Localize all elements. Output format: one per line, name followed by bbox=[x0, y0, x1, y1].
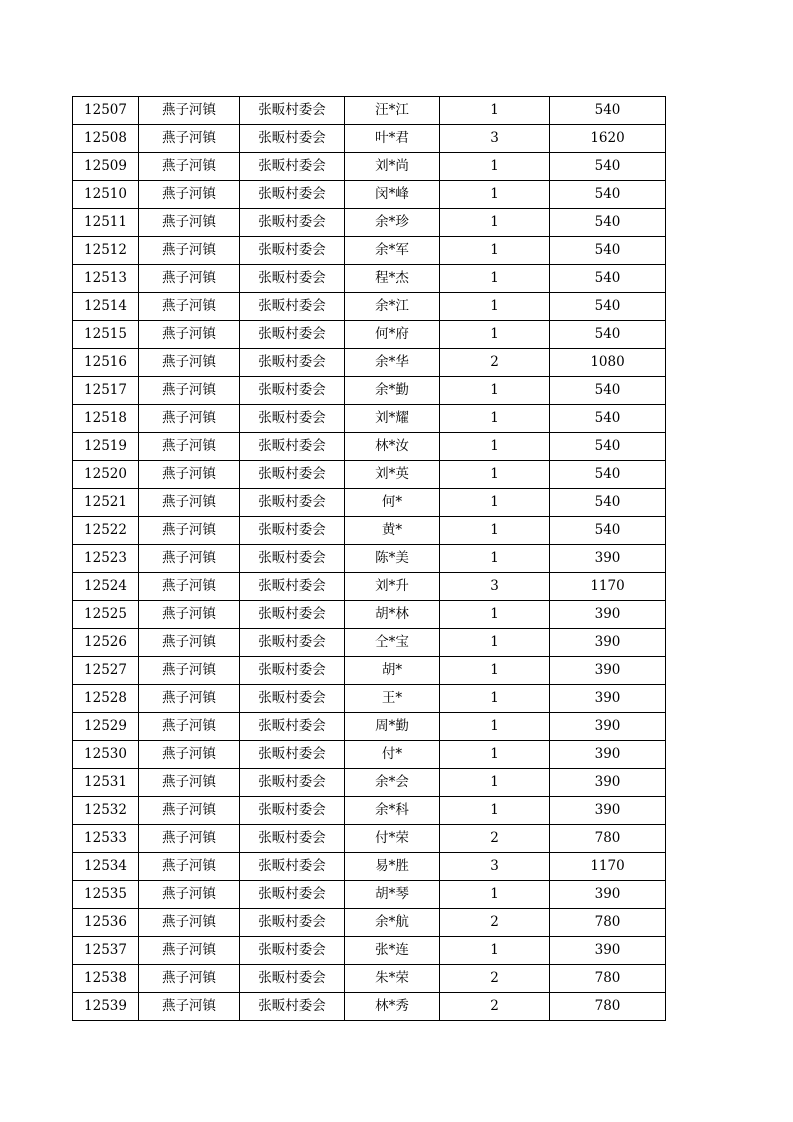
cell-amount: 780 bbox=[550, 965, 666, 993]
cell-town: 燕子河镇 bbox=[139, 769, 240, 797]
cell-town: 燕子河镇 bbox=[139, 657, 240, 685]
cell-amount: 540 bbox=[550, 265, 666, 293]
cell-count: 1 bbox=[440, 713, 550, 741]
table-row bbox=[73, 349, 666, 377]
cell-id: 12535 bbox=[73, 881, 139, 909]
cell-id: 12515 bbox=[73, 321, 139, 349]
cell-count: 2 bbox=[440, 993, 550, 1021]
cell-village: 张畈村委会 bbox=[240, 881, 345, 909]
cell-count: 2 bbox=[440, 825, 550, 853]
cell-count: 1 bbox=[440, 545, 550, 573]
cell-id: 12527 bbox=[73, 657, 139, 685]
cell-amount: 390 bbox=[550, 629, 666, 657]
cell-town: 燕子河镇 bbox=[139, 489, 240, 517]
table-row bbox=[73, 881, 666, 909]
cell-village: 张畈村委会 bbox=[240, 489, 345, 517]
cell-town: 燕子河镇 bbox=[139, 237, 240, 265]
cell-town: 燕子河镇 bbox=[139, 937, 240, 965]
cell-village: 张畈村委会 bbox=[240, 769, 345, 797]
cell-town: 燕子河镇 bbox=[139, 545, 240, 573]
cell-town: 燕子河镇 bbox=[139, 685, 240, 713]
cell-name: 何*府 bbox=[345, 321, 440, 349]
cell-id: 12517 bbox=[73, 377, 139, 405]
cell-town: 燕子河镇 bbox=[139, 517, 240, 545]
cell-village: 张畈村委会 bbox=[240, 713, 345, 741]
cell-town: 燕子河镇 bbox=[139, 293, 240, 321]
cell-count: 1 bbox=[440, 97, 550, 125]
cell-name: 余*军 bbox=[345, 237, 440, 265]
cell-id: 12523 bbox=[73, 545, 139, 573]
cell-town: 燕子河镇 bbox=[139, 853, 240, 881]
table-row bbox=[73, 965, 666, 993]
cell-amount: 780 bbox=[550, 825, 666, 853]
table-row bbox=[73, 545, 666, 573]
data-table bbox=[72, 96, 666, 1021]
cell-amount: 540 bbox=[550, 293, 666, 321]
cell-id: 12536 bbox=[73, 909, 139, 937]
cell-village: 张畈村委会 bbox=[240, 825, 345, 853]
cell-amount: 390 bbox=[550, 713, 666, 741]
cell-name: 余*江 bbox=[345, 293, 440, 321]
cell-name: 刘*尚 bbox=[345, 153, 440, 181]
cell-count: 1 bbox=[440, 881, 550, 909]
cell-name: 余*华 bbox=[345, 349, 440, 377]
cell-town: 燕子河镇 bbox=[139, 209, 240, 237]
cell-id: 12508 bbox=[73, 125, 139, 153]
cell-name: 陈*美 bbox=[345, 545, 440, 573]
cell-village: 张畈村委会 bbox=[240, 125, 345, 153]
cell-id: 12516 bbox=[73, 349, 139, 377]
table-row bbox=[73, 797, 666, 825]
cell-id: 12512 bbox=[73, 237, 139, 265]
table-row bbox=[73, 517, 666, 545]
cell-village: 张畈村委会 bbox=[240, 97, 345, 125]
cell-village: 张畈村委会 bbox=[240, 657, 345, 685]
cell-village: 张畈村委会 bbox=[240, 181, 345, 209]
cell-id: 12529 bbox=[73, 713, 139, 741]
cell-amount: 390 bbox=[550, 741, 666, 769]
cell-town: 燕子河镇 bbox=[139, 265, 240, 293]
cell-id: 12514 bbox=[73, 293, 139, 321]
table-row bbox=[73, 657, 666, 685]
cell-town: 燕子河镇 bbox=[139, 461, 240, 489]
cell-count: 1 bbox=[440, 517, 550, 545]
cell-count: 3 bbox=[440, 853, 550, 881]
cell-count: 1 bbox=[440, 797, 550, 825]
cell-village: 张畈村委会 bbox=[240, 433, 345, 461]
table-row bbox=[73, 489, 666, 517]
cell-name: 王* bbox=[345, 685, 440, 713]
cell-name: 叶*君 bbox=[345, 125, 440, 153]
cell-id: 12525 bbox=[73, 601, 139, 629]
cell-amount: 540 bbox=[550, 153, 666, 181]
cell-name: 刘*英 bbox=[345, 461, 440, 489]
cell-id: 12513 bbox=[73, 265, 139, 293]
cell-town: 燕子河镇 bbox=[139, 825, 240, 853]
cell-count: 1 bbox=[440, 461, 550, 489]
cell-amount: 1080 bbox=[550, 349, 666, 377]
cell-count: 1 bbox=[440, 657, 550, 685]
cell-name: 汪*江 bbox=[345, 97, 440, 125]
cell-amount: 780 bbox=[550, 909, 666, 937]
cell-name: 仝*宝 bbox=[345, 629, 440, 657]
cell-town: 燕子河镇 bbox=[139, 601, 240, 629]
cell-village: 张畈村委会 bbox=[240, 209, 345, 237]
cell-town: 燕子河镇 bbox=[139, 321, 240, 349]
table-row bbox=[73, 377, 666, 405]
cell-id: 12530 bbox=[73, 741, 139, 769]
cell-town: 燕子河镇 bbox=[139, 713, 240, 741]
cell-village: 张畈村委会 bbox=[240, 797, 345, 825]
table-row bbox=[73, 629, 666, 657]
table-row bbox=[73, 769, 666, 797]
cell-amount: 540 bbox=[550, 377, 666, 405]
cell-amount: 780 bbox=[550, 993, 666, 1021]
table-row bbox=[73, 853, 666, 881]
cell-town: 燕子河镇 bbox=[139, 881, 240, 909]
cell-amount: 540 bbox=[550, 461, 666, 489]
cell-village: 张畈村委会 bbox=[240, 573, 345, 601]
cell-village: 张畈村委会 bbox=[240, 685, 345, 713]
cell-name: 胡*琴 bbox=[345, 881, 440, 909]
cell-name: 黄* bbox=[345, 517, 440, 545]
cell-town: 燕子河镇 bbox=[139, 349, 240, 377]
cell-town: 燕子河镇 bbox=[139, 153, 240, 181]
table-row bbox=[73, 433, 666, 461]
cell-count: 1 bbox=[440, 321, 550, 349]
cell-name: 程*杰 bbox=[345, 265, 440, 293]
cell-name: 林*汝 bbox=[345, 433, 440, 461]
cell-id: 12520 bbox=[73, 461, 139, 489]
cell-name: 余*会 bbox=[345, 769, 440, 797]
cell-amount: 390 bbox=[550, 545, 666, 573]
cell-name: 付* bbox=[345, 741, 440, 769]
cell-id: 12528 bbox=[73, 685, 139, 713]
cell-village: 张畈村委会 bbox=[240, 293, 345, 321]
cell-village: 张畈村委会 bbox=[240, 321, 345, 349]
cell-name: 刘*升 bbox=[345, 573, 440, 601]
cell-amount: 390 bbox=[550, 769, 666, 797]
cell-amount: 540 bbox=[550, 433, 666, 461]
cell-town: 燕子河镇 bbox=[139, 97, 240, 125]
table-row bbox=[73, 461, 666, 489]
cell-id: 12509 bbox=[73, 153, 139, 181]
cell-amount: 540 bbox=[550, 237, 666, 265]
cell-count: 2 bbox=[440, 965, 550, 993]
cell-id: 12524 bbox=[73, 573, 139, 601]
cell-amount: 390 bbox=[550, 685, 666, 713]
table-row bbox=[73, 993, 666, 1021]
cell-village: 张畈村委会 bbox=[240, 517, 345, 545]
cell-town: 燕子河镇 bbox=[139, 405, 240, 433]
cell-count: 1 bbox=[440, 769, 550, 797]
cell-name: 余*科 bbox=[345, 797, 440, 825]
cell-amount: 540 bbox=[550, 321, 666, 349]
cell-id: 12521 bbox=[73, 489, 139, 517]
cell-id: 12532 bbox=[73, 797, 139, 825]
cell-village: 张畈村委会 bbox=[240, 377, 345, 405]
cell-count: 1 bbox=[440, 209, 550, 237]
cell-id: 12511 bbox=[73, 209, 139, 237]
cell-count: 1 bbox=[440, 153, 550, 181]
cell-amount: 390 bbox=[550, 881, 666, 909]
cell-village: 张畈村委会 bbox=[240, 545, 345, 573]
cell-name: 闵*峰 bbox=[345, 181, 440, 209]
cell-village: 张畈村委会 bbox=[240, 965, 345, 993]
cell-town: 燕子河镇 bbox=[139, 377, 240, 405]
cell-village: 张畈村委会 bbox=[240, 237, 345, 265]
table-row bbox=[73, 685, 666, 713]
table-row bbox=[73, 741, 666, 769]
cell-count: 1 bbox=[440, 181, 550, 209]
cell-count: 1 bbox=[440, 489, 550, 517]
cell-id: 12522 bbox=[73, 517, 139, 545]
table-row bbox=[73, 405, 666, 433]
cell-name: 刘*耀 bbox=[345, 405, 440, 433]
cell-village: 张畈村委会 bbox=[240, 909, 345, 937]
cell-name: 付*荣 bbox=[345, 825, 440, 853]
cell-amount: 390 bbox=[550, 601, 666, 629]
table-row bbox=[73, 181, 666, 209]
cell-id: 12533 bbox=[73, 825, 139, 853]
cell-name: 胡* bbox=[345, 657, 440, 685]
cell-count: 1 bbox=[440, 741, 550, 769]
table-row bbox=[73, 713, 666, 741]
table-body bbox=[73, 97, 666, 1021]
cell-town: 燕子河镇 bbox=[139, 965, 240, 993]
cell-count: 1 bbox=[440, 629, 550, 657]
cell-village: 张畈村委会 bbox=[240, 461, 345, 489]
cell-count: 3 bbox=[440, 125, 550, 153]
cell-village: 张畈村委会 bbox=[240, 937, 345, 965]
cell-id: 12539 bbox=[73, 993, 139, 1021]
cell-id: 12526 bbox=[73, 629, 139, 657]
cell-amount: 1620 bbox=[550, 125, 666, 153]
cell-name: 胡*林 bbox=[345, 601, 440, 629]
table-row bbox=[73, 209, 666, 237]
cell-village: 张畈村委会 bbox=[240, 853, 345, 881]
cell-id: 12531 bbox=[73, 769, 139, 797]
cell-town: 燕子河镇 bbox=[139, 741, 240, 769]
cell-count: 1 bbox=[440, 265, 550, 293]
cell-amount: 390 bbox=[550, 797, 666, 825]
cell-amount: 390 bbox=[550, 937, 666, 965]
cell-count: 1 bbox=[440, 377, 550, 405]
table-row bbox=[73, 321, 666, 349]
cell-name: 朱*荣 bbox=[345, 965, 440, 993]
cell-count: 1 bbox=[440, 601, 550, 629]
cell-amount: 540 bbox=[550, 489, 666, 517]
cell-id: 12534 bbox=[73, 853, 139, 881]
table-row bbox=[73, 909, 666, 937]
cell-name: 余*珍 bbox=[345, 209, 440, 237]
cell-town: 燕子河镇 bbox=[139, 433, 240, 461]
cell-count: 1 bbox=[440, 405, 550, 433]
cell-id: 12519 bbox=[73, 433, 139, 461]
cell-name: 林*秀 bbox=[345, 993, 440, 1021]
cell-amount: 540 bbox=[550, 517, 666, 545]
cell-name: 张*连 bbox=[345, 937, 440, 965]
cell-village: 张畈村委会 bbox=[240, 601, 345, 629]
table-row bbox=[73, 97, 666, 125]
cell-amount: 1170 bbox=[550, 573, 666, 601]
cell-count: 1 bbox=[440, 433, 550, 461]
cell-village: 张畈村委会 bbox=[240, 405, 345, 433]
cell-village: 张畈村委会 bbox=[240, 993, 345, 1021]
cell-count: 1 bbox=[440, 237, 550, 265]
table-row bbox=[73, 825, 666, 853]
cell-count: 1 bbox=[440, 937, 550, 965]
cell-village: 张畈村委会 bbox=[240, 349, 345, 377]
cell-id: 12538 bbox=[73, 965, 139, 993]
cell-id: 12518 bbox=[73, 405, 139, 433]
cell-amount: 540 bbox=[550, 209, 666, 237]
table-row bbox=[73, 237, 666, 265]
table-row bbox=[73, 125, 666, 153]
cell-name: 余*勤 bbox=[345, 377, 440, 405]
cell-count: 1 bbox=[440, 685, 550, 713]
table-row bbox=[73, 293, 666, 321]
cell-town: 燕子河镇 bbox=[139, 993, 240, 1021]
cell-count: 1 bbox=[440, 293, 550, 321]
cell-amount: 1170 bbox=[550, 853, 666, 881]
cell-town: 燕子河镇 bbox=[139, 573, 240, 601]
table-row bbox=[73, 937, 666, 965]
cell-id: 12507 bbox=[73, 97, 139, 125]
cell-name: 何* bbox=[345, 489, 440, 517]
table-row bbox=[73, 601, 666, 629]
cell-town: 燕子河镇 bbox=[139, 181, 240, 209]
cell-village: 张畈村委会 bbox=[240, 741, 345, 769]
cell-id: 12537 bbox=[73, 937, 139, 965]
cell-name: 易*胜 bbox=[345, 853, 440, 881]
cell-amount: 540 bbox=[550, 405, 666, 433]
table-row bbox=[73, 153, 666, 181]
cell-name: 周*勤 bbox=[345, 713, 440, 741]
cell-amount: 540 bbox=[550, 97, 666, 125]
cell-amount: 390 bbox=[550, 657, 666, 685]
cell-village: 张畈村委会 bbox=[240, 629, 345, 657]
table-row bbox=[73, 573, 666, 601]
cell-amount: 540 bbox=[550, 181, 666, 209]
cell-town: 燕子河镇 bbox=[139, 125, 240, 153]
cell-count: 2 bbox=[440, 349, 550, 377]
cell-village: 张畈村委会 bbox=[240, 153, 345, 181]
cell-count: 3 bbox=[440, 573, 550, 601]
cell-town: 燕子河镇 bbox=[139, 909, 240, 937]
cell-village: 张畈村委会 bbox=[240, 265, 345, 293]
cell-town: 燕子河镇 bbox=[139, 797, 240, 825]
cell-town: 燕子河镇 bbox=[139, 629, 240, 657]
cell-id: 12510 bbox=[73, 181, 139, 209]
cell-count: 2 bbox=[440, 909, 550, 937]
table-row bbox=[73, 265, 666, 293]
cell-name: 余*航 bbox=[345, 909, 440, 937]
